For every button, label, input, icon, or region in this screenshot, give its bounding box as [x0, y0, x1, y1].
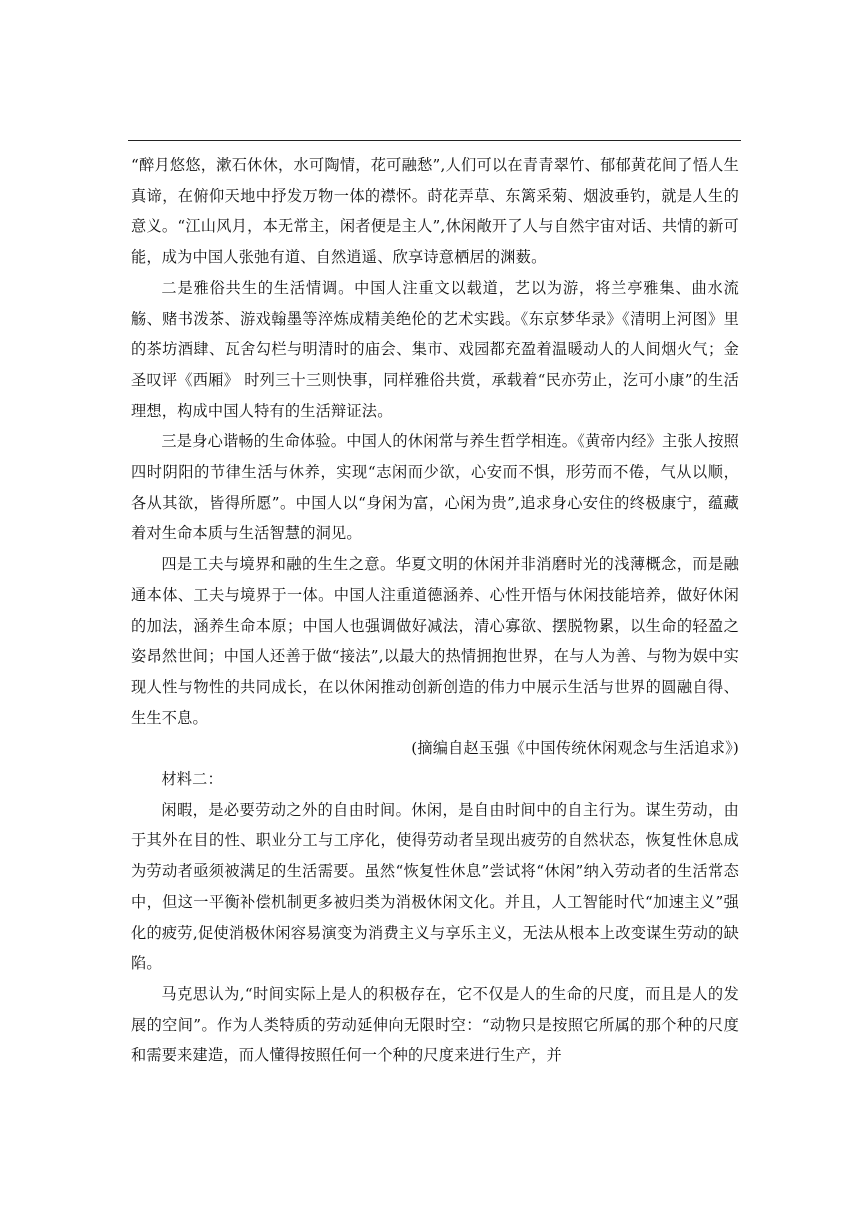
top-rule — [128, 140, 741, 141]
paragraph-2: 二是雅俗共生的生活情调。中国人注重文以载道，艺以为游，将兰亭雅集、曲水流觞、赌书泼茶、游戏翰墨等淬炼成精美绝伦的艺术实践。《东京梦华录》《清明上河图》里的茶坊酒肆、瓦舍勾栏与明清时的庙会、集市、戏园都充盈着温暖动人的人间烟火气；金圣叹评《西厢》 时列三十三则快事，同样雅俗共赏，承载着“民亦劳止，汔可小康”的生活理想，构成中国人特有的生活辩证法。 — [131, 278, 739, 420]
source-citation: (摘编自赵玉强《中国传统休闲观念与生活追求》) — [411, 739, 739, 758]
paragraph-4: 四是工夫与境界和融的生生之意。华夏文明的休闲并非消磨时光的浅薄概念，而是融通本体、工夫与境界于一体。中国人注重道德涵养、心性开悟与休闲技能培养，做好休闲的加法，涵养生命本原；中国人也强调做好减法，清心寡欲、摆脱物累，以生命的轻盈之姿昂然世间；中国人还善于做“接法”,以最大的热情拥抱世界，在与人为善、与物为娱中实现人性与物性的共同成长，在以休闲推动创新创造的伟力中展示生活与世界的圆融自得、生生不息。 — [131, 555, 739, 727]
paragraph-3: 三是身心谐畅的生命体验。中国人的休闲常与养生哲学相连。《黄帝内经》主张人按照四时阴阳的节律生活与休养，实现“志闲而少欲，心安而不惧，形劳而不倦，气从以顺，各从其欲，皆得所愿”。中国人以“身闲为富，心闲为贵”,追求身心安住的终极康宁，蕴藏着对生命本质与生活智慧的洞见。 — [131, 432, 739, 543]
paragraph-6: 马克思认为,“时间实际上是人的积极存在，它不仅是人的生命的尺度，而且是人的发展的空间”。作为人类特质的劳动延伸向无限时空：“动物只是按照它所属的那个种的尺度和需要来建造，而人懂得按照任何一个种的尺度来进行生产，并 — [131, 984, 739, 1065]
paragraph-5: 闲暇，是必要劳动之外的自由时间。休闲，是自由时间中的自主行为。谋生劳动，由于其外在目的性、职业分工与工序化，使得劳动者呈现出疲劳的自然状态，恢复性休息成为劳动者亟须被满足的生活需要。虽然“恢复性休息”尝试将“休闲”纳入劳动者的生活常态中，但这一平衡补偿机制更多被归类为消极休闲文化。并且，人工智能时代“加速主义”强化的疲劳,促使消极休闲容易演变为消费主义与享乐主义，无法从根本上改变谋生劳动的缺陷。 — [131, 800, 739, 973]
paragraph-1: “醉月悠悠，漱石休休，水可陶情，花可融愁”,人们可以在青青翠竹、郁郁黄花间了悟人生真谛，在俯仰天地中抒发万物一体的襟怀。莳花弄草、东篱采菊、烟波垂钓，就是人生的意义。“江山风月，本无常主，闲者便是主人”,休闲敞开了人与自然宇宙对话、共情的新可能，成为中国人张弛有道、自然逍遥、欣享诗意栖居的渊薮。 — [131, 156, 739, 267]
material-two-heading: 材料二： — [161, 770, 223, 789]
document-body — [131, 150, 739, 1071]
